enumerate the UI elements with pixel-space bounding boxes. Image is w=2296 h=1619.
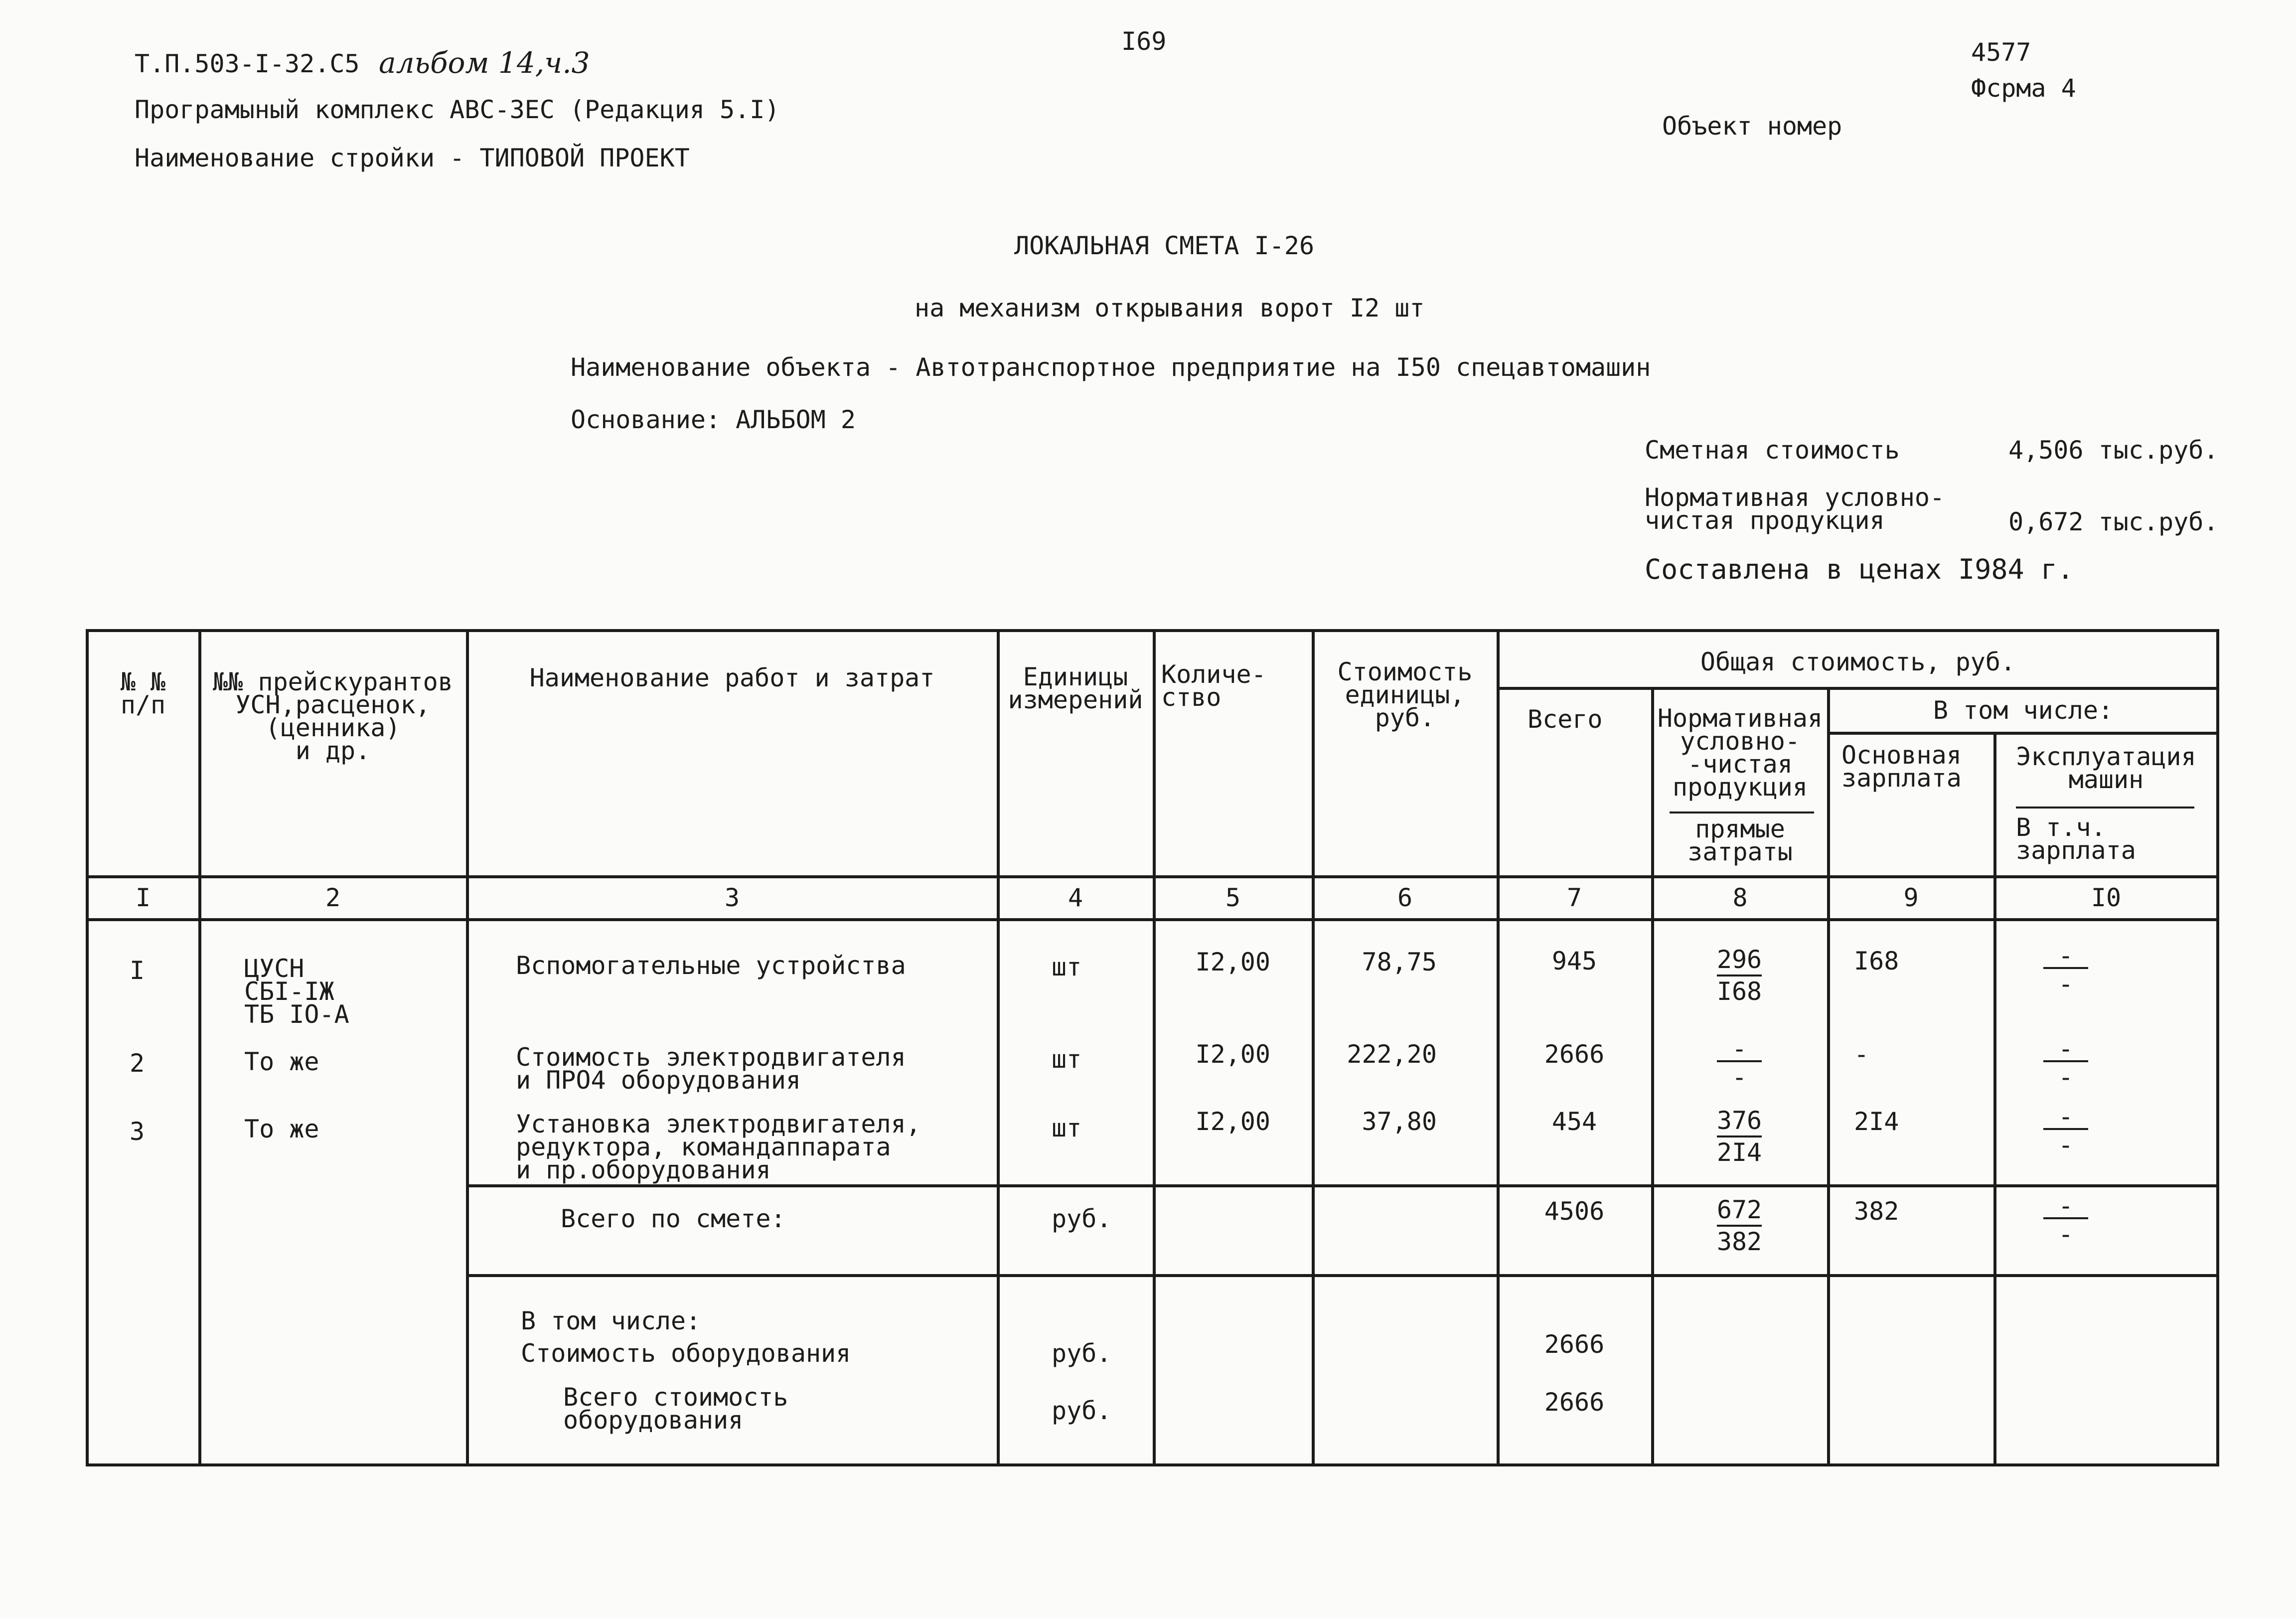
row-total: 454: [1551, 1107, 1597, 1136]
equipment-cost-label: Стоимость оборудования: [521, 1339, 851, 1368]
row-reference: То же: [244, 1115, 319, 1143]
form-label: Фсрма 4: [1971, 74, 2076, 103]
row-unit-cost: 222,20: [1347, 1040, 1437, 1069]
header-in-total: В том числе:: [1933, 696, 2114, 725]
row-machine-operation: - -: [2026, 1038, 2106, 1092]
header-unit-cost: Стоимость единицы, руб.: [1337, 657, 1473, 732]
header-base-salary: Основная зарплата: [1841, 741, 1962, 793]
row-number: I: [130, 956, 145, 985]
header-direct-costs: прямые затраты: [1687, 814, 1793, 866]
object-name: Наименование объекта - Автотранспортное предприятие на I50 спецавтомашин: [571, 353, 1651, 382]
row-number: 2: [130, 1049, 145, 1078]
page-number: I69: [1121, 27, 1167, 56]
norm-product-label: Нормативная условно- чистая продукция: [1645, 483, 1945, 535]
handwritten-note: альбом 14,ч.3: [379, 46, 590, 80]
row-norm-product: - -: [1699, 1038, 1779, 1092]
total-machine-operation: - -: [2026, 1195, 2106, 1249]
row-salary: I68: [1854, 947, 1899, 975]
colnum-1: I: [135, 883, 151, 912]
row-machine-operation: - -: [2026, 945, 2106, 999]
row-reference: ЦУСН СБI-IЖ ТБ IO-А: [244, 954, 349, 1029]
document-id: 4577: [1971, 38, 2031, 67]
colnum-5: 5: [1225, 883, 1241, 912]
row-name: Установка электродвигателя, редуктора, командаппарата и пр.оборудования: [516, 1110, 921, 1184]
colnum-3: 3: [724, 883, 740, 912]
total-sum: 4506: [1544, 1197, 1605, 1226]
colnum-7: 7: [1566, 883, 1582, 912]
row-name: Вспомогательные устройства: [516, 951, 906, 980]
colnum-2: 2: [325, 883, 341, 912]
colnum-4: 4: [1068, 883, 1083, 912]
header-machine-operation: Эксплуатация машин: [2016, 742, 2196, 794]
object-number-label: Объект номер: [1662, 112, 1842, 141]
estimated-cost-value: 4,506 тыс.руб.: [2008, 436, 2219, 465]
header-quantity: Количе- ство: [1161, 660, 1266, 712]
all-equipment-label: Всего стоимость оборудования: [563, 1383, 788, 1435]
header-norm-product: Нормативная условно- -чистая продукция: [1657, 704, 1823, 802]
row-unit: шт: [1052, 1045, 1082, 1074]
row-name: Стоимость электродвигателя и ПРО4 оборудования: [516, 1043, 906, 1095]
all-equipment-total: 2666: [1544, 1388, 1605, 1417]
all-equipment-unit: руб.: [1052, 1396, 1112, 1425]
row-total: 2666: [1544, 1040, 1605, 1069]
equipment-cost-unit: руб.: [1052, 1339, 1112, 1368]
row-quantity: I2,00: [1195, 948, 1270, 976]
construction-label: Наименование стройки - ТИПОВОЙ ПРОЕКТ: [135, 144, 690, 172]
basis-label: Основание: АЛЬБОМ 2: [571, 405, 856, 434]
header-units: Единицы измерений: [1008, 662, 1143, 714]
header-total-cost: Общая стоимость, руб.: [1700, 648, 2016, 676]
header-price-list: №№ прейскурантов УСН,расценок, (ценника) и др.: [213, 667, 453, 765]
estimated-cost-label: Сметная стоимость: [1645, 436, 1900, 465]
header-number: № № п/п: [120, 667, 166, 719]
total-salary: 382: [1854, 1197, 1899, 1226]
estimate-title: ЛОКАЛЬНАЯ СМЕТА I-26: [1014, 231, 1315, 260]
header-total: Всего: [1528, 705, 1603, 734]
total-norm-product: 672 382: [1716, 1195, 1762, 1256]
estimate-subtitle: на механизм открывания ворот I2 шт: [915, 294, 1425, 323]
program-label: Програмыный комплекс АВС-ЗЕС (Редакция 5.I): [135, 95, 780, 124]
row-unit: шт: [1052, 953, 1082, 981]
equipment-cost-total: 2666: [1544, 1330, 1605, 1359]
header-work-name: Наименование работ и затрат: [529, 663, 935, 692]
row-salary: 2I4: [1854, 1107, 1899, 1136]
row-number: 3: [130, 1117, 145, 1146]
row-total: 945: [1551, 947, 1597, 975]
total-unit: руб.: [1052, 1204, 1112, 1233]
colnum-9: 9: [1903, 883, 1919, 912]
row-unit: шт: [1052, 1114, 1082, 1142]
colnum-10: I0: [2091, 883, 2122, 912]
norm-product-value: 0,672 тыс.руб.: [2008, 507, 2219, 536]
row-unit-cost: 78,75: [1362, 948, 1437, 976]
row-quantity: I2,00: [1195, 1107, 1270, 1136]
total-label: Всего по смете:: [561, 1204, 786, 1233]
prices-label: Составлена в ценах I984 г.: [1645, 553, 2074, 585]
row-reference: То же: [244, 1047, 319, 1076]
colnum-6: 6: [1397, 883, 1413, 912]
colnum-8: 8: [1732, 883, 1748, 912]
row-salary: -: [1854, 1040, 1869, 1069]
header-incl-salary: В т.ч. зарплата: [2016, 813, 2136, 865]
row-norm-product: 376 2I4: [1716, 1106, 1762, 1167]
including-heading: В том числе:: [521, 1306, 701, 1335]
document-code: Т.П.503-I-32.С5: [135, 49, 360, 78]
row-quantity: I2,00: [1195, 1040, 1270, 1069]
row-norm-product: 296 I68: [1716, 945, 1762, 1006]
row-machine-operation: - -: [2026, 1106, 2106, 1160]
row-unit-cost: 37,80: [1362, 1107, 1437, 1136]
